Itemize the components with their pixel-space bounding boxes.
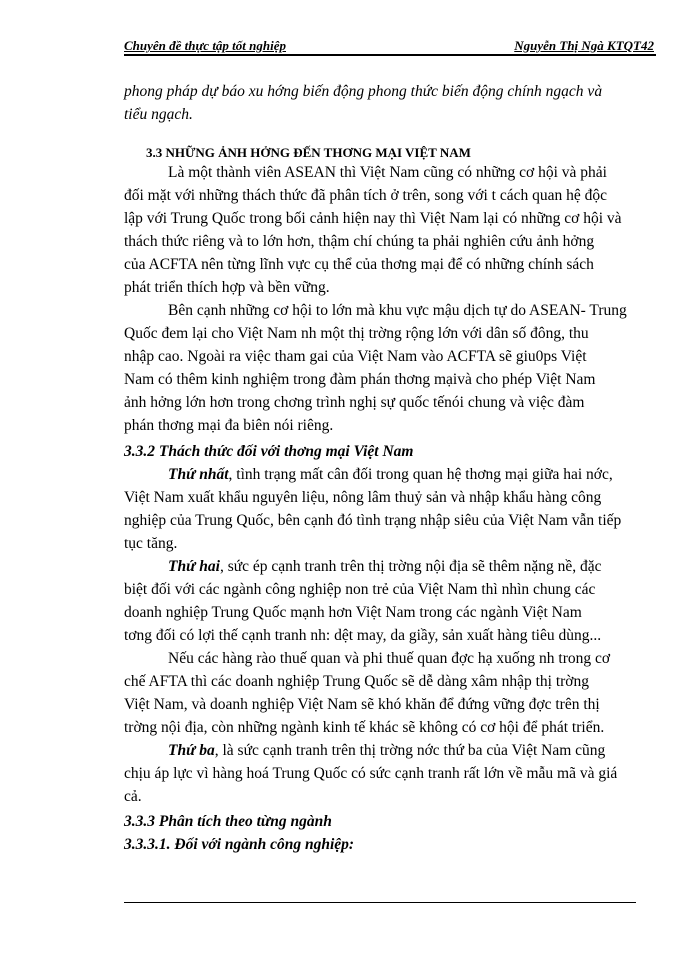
page-header bbox=[124, 36, 656, 56]
paragraph-line: chịu áp lực vì hàng hoá Trung Quốc có sức cạnh tranh rất lớn về mẫu mã và giá bbox=[124, 765, 618, 782]
paragraph-line bbox=[168, 741, 605, 761]
paragraph-text: , sức ép cạnh tranh trên thị trờng nội địa sẽ thêm nặng nề, đặc bbox=[219, 558, 602, 575]
lead-term: Thứ nhất bbox=[168, 466, 229, 483]
intro-line: tiểu ngạch. bbox=[124, 106, 193, 123]
paragraph-line bbox=[168, 557, 602, 577]
paragraph-line: tục tăng. bbox=[124, 535, 178, 552]
paragraph-line: chế AFTA thì các doanh nghiệp Trung Quốc sẽ dễ dàng xâm nhập thị trờng bbox=[124, 673, 589, 690]
paragraph-line: nghiệp của Trung Quốc, bên cạnh đó tình trạng nhập siêu của Việt Nam vẫn tiếp bbox=[124, 512, 622, 529]
paragraph-line: cả. bbox=[124, 788, 142, 805]
paragraph-line: Việt Nam, và doanh nghiệp Việt Nam sẽ khó khăn để đứng vững đợc trên thị bbox=[124, 696, 600, 713]
intro-line: phong pháp dự báo xu hớng biến động phong thức biến động chính ngạch và bbox=[124, 83, 603, 100]
paragraph-line: Nếu các hàng rào thuế quan và phi thuế quan đợc hạ xuống nh trong cơ bbox=[168, 650, 611, 667]
paragraph-line: ảnh hởng lớn hơn trong chơng trình nghị sự quốc tếnói chung và việc đàm bbox=[124, 394, 585, 411]
paragraph-line: phán thơng mại đa biên nói riêng. bbox=[124, 417, 334, 434]
paragraph-line: tơng đối có lợi thế cạnh tranh nh: dệt may, da giầy, sản xuất hàng tiêu dùng... bbox=[124, 627, 602, 644]
paragraph-line: Là một thành viên ASEAN thì Việt Nam cũng có những cơ hội và phải bbox=[168, 164, 607, 181]
paragraph-line: doanh nghiệp Trung Quốc mạnh hơn Việt Nam trong các ngành Việt Nam bbox=[124, 604, 582, 621]
subsection-heading-3-3-3-1: 3.3.3.1. Đối với ngành công nghiệp: bbox=[124, 836, 355, 853]
paragraph-line: nhập cao. Ngoài ra việc tham gai của Việt Nam vào ACFTA sẽ giu0ps Việt bbox=[124, 348, 587, 365]
section-heading-3-3-2: 3.3.2 Thách thức đối với thơng mại Việt Nam bbox=[124, 443, 414, 460]
paragraph-line: thách thức riêng và to lớn hơn, thậm chí chúng ta phải nghiên cứu ảnh hởng bbox=[124, 233, 595, 250]
section-heading-3-3: 3.3 NHỮNG ẢNH HỞNG ĐẾN THƠNG MẠI VIỆT NAM bbox=[146, 145, 471, 160]
section-heading-3-3-3: 3.3.3 Phân tích theo từng ngành bbox=[124, 813, 332, 830]
paragraph-line: Nam có thêm kinh nghiệm trong đàm phán thơng mạivà cho phép Việt Nam bbox=[124, 371, 596, 388]
paragraph-line bbox=[168, 465, 613, 485]
paragraph-line: Việt Nam xuất khẩu nguyên liệu, nông lâm thuỷ sản và nhập khẩu hàng công bbox=[124, 489, 602, 506]
paragraph-line: phát triển thích hợp và bền vững. bbox=[124, 279, 330, 296]
paragraph-line: Quốc đem lại cho Việt Nam nh một thị trờng rộng lớn với dân số đông, thu bbox=[124, 325, 589, 342]
paragraph-line: trờng nội địa, còn những ngành kinh tế khác sẽ không có cơ hội để phát triển. bbox=[124, 719, 605, 736]
header-author: Nguyễn Thị Ngà KTQT42 bbox=[514, 38, 654, 53]
header-title: Chuyên đề thực tập tốt nghiệp bbox=[124, 38, 286, 53]
paragraph-line: của ACFTA nên từng lĩnh vực cụ thể của thơng mại để có những chính sách bbox=[124, 256, 594, 273]
paragraph-line: biệt đối với các ngành công nghiệp non trẻ của Việt Nam thì nhìn chung các bbox=[124, 581, 596, 598]
footer-rule bbox=[124, 902, 636, 903]
paragraph-line: đối mặt với những thách thức đã phân tích ở trên, song với t cách quan hệ độc bbox=[124, 187, 608, 204]
paragraph-text: , là sức cạnh tranh trên thị trờng nớc thứ ba của Việt Nam cũng bbox=[214, 742, 606, 759]
lead-term: Thứ hai bbox=[168, 558, 220, 575]
paragraph-line: Bên cạnh những cơ hội to lớn mà khu vực mậu dịch tự do ASEAN- Trung bbox=[168, 302, 627, 319]
paragraph-line: lập với Trung Quốc trong bối cảnh hiện nay thì Việt Nam lại có những cơ hội và bbox=[124, 210, 622, 227]
lead-term: Thứ ba bbox=[168, 742, 215, 759]
paragraph-text: , tình trạng mất cân đối trong quan hệ thơng mại giữa hai nớc, bbox=[228, 466, 613, 483]
